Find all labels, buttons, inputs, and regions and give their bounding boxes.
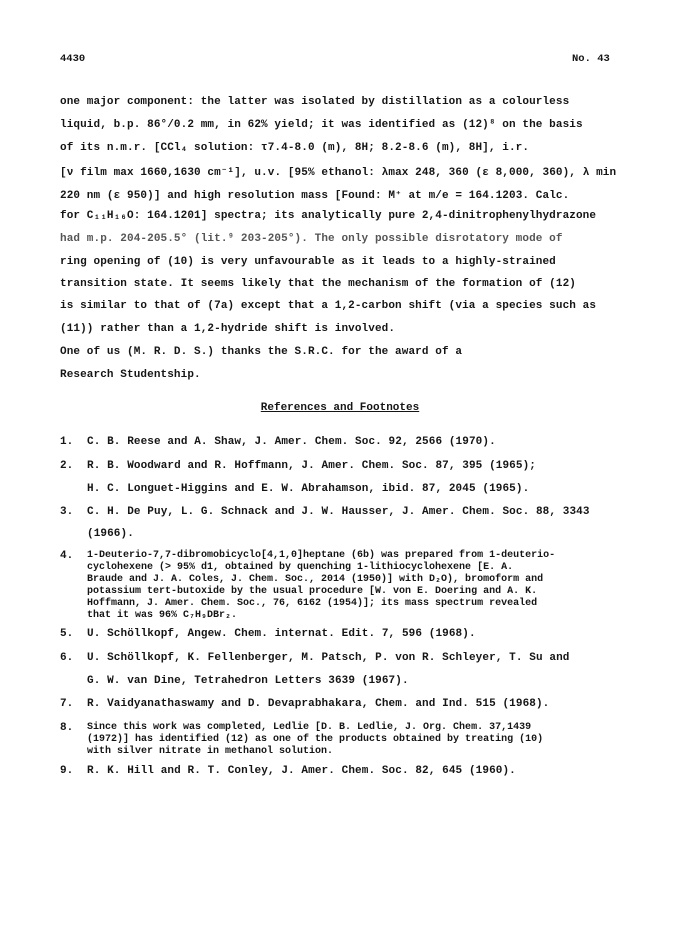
reference-number: 4. [60,550,74,562]
reference-number: 9. [60,765,74,777]
reference-line: Since this work was completed, Ledlie [D. B. Ledlie, J. Org. Chem. 37,1439 [87,722,532,733]
reference-number: 2. [60,460,74,472]
reference-number: 1. [60,436,74,448]
reference-line: C. H. De Puy, L. G. Schnack and J. W. Hausser, J. Amer. Chem. Soc. 88, 3343 [87,506,590,518]
body-line: had m.p. 204-205.5° (lit.⁹ 203-205°). The only possible disrotatory mode of [60,233,563,245]
reference-line: G. W. van Dine, Tetrahedron Letters 3639 (1967). [87,675,409,687]
reference-number: 3. [60,506,74,518]
body-line: 220 nm (ε 950)] and high resolution mass [Found: M⁺ at m/e = 164.1203. Calc. [60,190,570,202]
reference-line: R. B. Woodward and R. Hoffmann, J. Amer. Chem. Soc. 87, 395 (1965); [87,460,536,472]
body-line: liquid, b.p. 86°/0.2 mm, in 62% yield; it was identified as (12)⁸ on the basis [60,119,583,131]
reference-number: 7. [60,698,74,710]
reference-line: with silver nitrate in methanol solution. [87,746,334,757]
reference-line: 1-Deuterio-7,7-dibromobicyclo[4,1,0]heptane (6b) was prepared from 1-deuterio- [87,550,556,561]
reference-line: (1966). [87,528,134,540]
reference-line: H. C. Longuet-Higgins and E. W. Abrahamson, ibid. 87, 2045 (1965). [87,483,530,495]
body-line: Research Studentship. [60,369,201,381]
body-line: [ν film max 1660,1630 cm⁻¹], u.v. [95% ethanol: λmax 248, 360 (ε 8,000, 360), λ min [60,167,617,179]
body-line: (11)) rather than a 1,2-hydride shift is involved. [60,323,396,335]
body-line: for C₁₁H₁₆O: 164.1201] spectra; its analytically pure 2,4-dinitrophenylhydrazone [60,210,597,222]
reference-line: Braude and J. A. Coles, J. Chem. Soc., 2014 (1950)] with D₂O), bromoform and [87,574,544,585]
reference-number: 8. [60,722,74,734]
reference-line: U. Schöllkopf, K. Fellenberger, M. Patsch, P. von R. Schleyer, T. Su and [87,652,570,664]
journal-issue: No. 43 [572,53,610,65]
reference-number: 5. [60,628,74,640]
body-line: transition state. It seems likely that the mechanism of the formation of (12) [60,278,576,290]
body-line: ring opening of (10) is very unfavourable as it leads to a highly-strained [60,256,556,268]
reference-number: 6. [60,652,74,664]
reference-line: potassium tert-butoxide by the usual procedure [W. von E. Doering and A. K. [87,586,538,597]
reference-line: cyclohexene (> 95% d1, obtained by quenching 1-lithiocyclohexene [E. A. [87,562,514,573]
reference-line: (1972)] has identified (12) as one of the products obtained by treating (10) [87,734,544,745]
reference-line: R. K. Hill and R. T. Conley, J. Amer. Chem. Soc. 82, 645 (1960). [87,765,516,777]
body-line: of its n.m.r. [CCl₄ solution: τ7.4-8.0 (m), 8H; 8.2-8.6 (m), 8H], i.r. [60,142,530,154]
body-line: one major component: the latter was isolated by distillation as a colourless [60,96,570,108]
body-line: is similar to that of (7a) except that a 1,2-carbon shift (via a species such as [60,300,597,312]
references-heading: References and Footnotes [260,402,420,414]
reference-line: U. Schöllkopf, Angew. Chem. internat. Edit. 7, 596 (1968). [87,628,476,640]
body-line: One of us (M. R. D. S.) thanks the S.R.C. for the award of a [60,346,463,358]
reference-line: that it was 96% C₇H₉DBr₂. [87,610,238,621]
reference-line: Hoffmann, J. Amer. Chem. Soc., 76, 6162 (1954)]; its mass spectrum revealed [87,598,538,609]
reference-line: C. B. Reese and A. Shaw, J. Amer. Chem. Soc. 92, 2566 (1970). [87,436,496,448]
reference-line: R. Vaidyanathaswamy and D. Devaprabhakara, Chem. and Ind. 515 (1968). [87,698,550,710]
page-number: 4430 [60,53,86,65]
